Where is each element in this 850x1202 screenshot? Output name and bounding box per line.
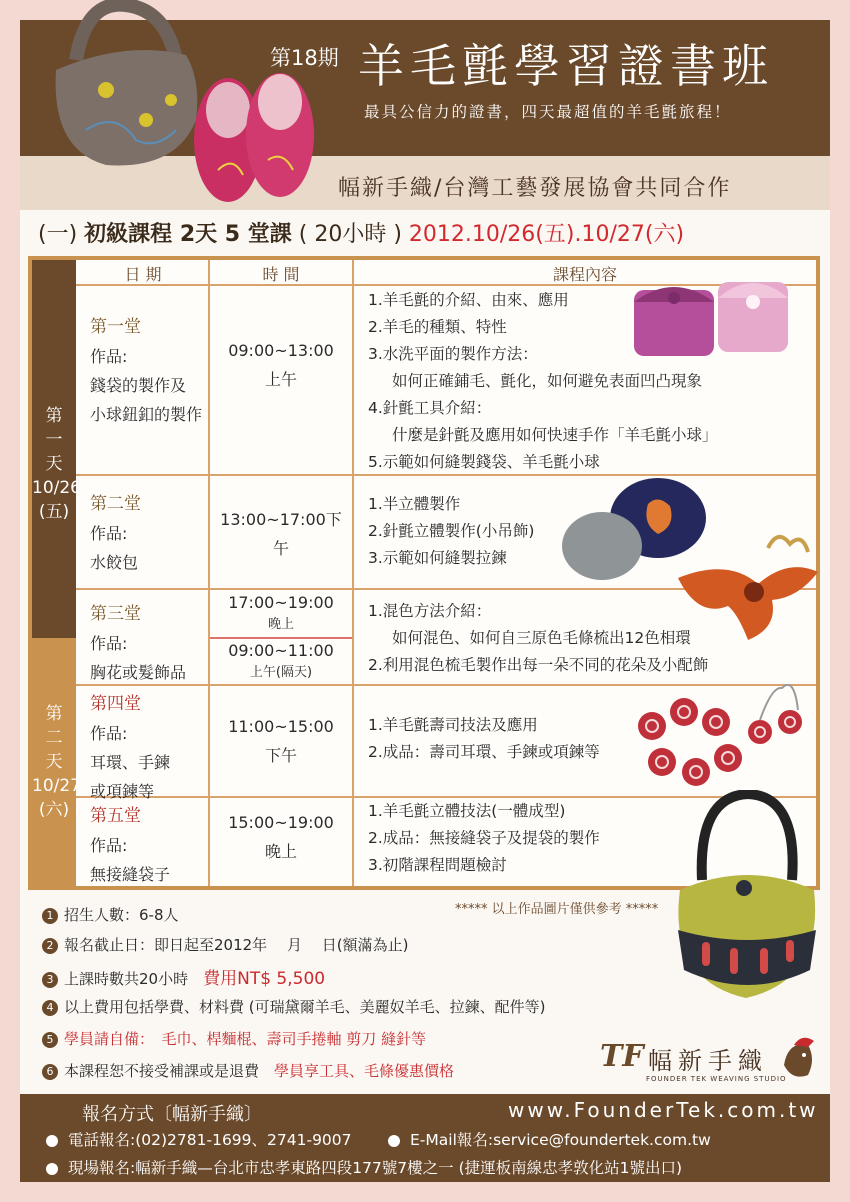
bird-icon xyxy=(778,1035,818,1085)
sushi-bracelet-image xyxy=(632,676,808,786)
time-period: 午 xyxy=(272,539,289,558)
time-range: 09:00~13:00 xyxy=(228,341,334,360)
time-range: 09:00~11:00 xyxy=(228,641,334,660)
content-line: 2.利用混色梳毛製作出每一朵不同的花朵及小配飾 xyxy=(368,656,709,674)
lesson-name: 第二堂 xyxy=(90,494,141,514)
content-line: 3.示範如何縫製拉鍊 xyxy=(368,549,507,567)
logo-subtitle: FOUNDER TEK WEAVING STUDIO xyxy=(646,1075,787,1083)
bullet-dot xyxy=(388,1135,400,1147)
lesson-one-info xyxy=(90,313,202,429)
time-period: 晚上 xyxy=(267,617,294,632)
lesson-name: 第五堂 xyxy=(90,806,141,826)
time-range: 13:00~17:00下 xyxy=(220,510,342,529)
info-item xyxy=(42,996,545,1017)
work-item: 無接縫袋子 xyxy=(90,865,171,884)
felt-flower-image xyxy=(668,528,832,648)
bullet-number: 2 xyxy=(42,938,58,954)
info-text: 報名截止日：即日起至2012年 月 日(額滿為止) xyxy=(64,936,409,954)
day-two-date: 10/27 xyxy=(32,776,81,796)
column-header-time: 時 間 xyxy=(262,265,300,284)
column-header-content: 課程內容 xyxy=(552,265,617,284)
email-link[interactable]: E-Mail報名:service@foundertek.com.tw xyxy=(410,1131,711,1149)
bullet-number: 6 xyxy=(42,1064,58,1080)
work-item: 或項鍊等 xyxy=(90,782,155,801)
content-line: 1.羊毛氈立體技法(一體成型) xyxy=(368,802,566,820)
lesson-name: 第一堂 xyxy=(90,317,141,337)
onsite-registration xyxy=(46,1156,682,1178)
info-text: 學員請自備： xyxy=(64,1030,147,1048)
content-line: 3.水洗平面的製作方法： xyxy=(368,345,538,363)
info-extra: 學員享工具、毛條優惠價格 xyxy=(274,1062,455,1080)
lesson-five-time xyxy=(210,808,352,866)
work-label: 作品: xyxy=(90,836,128,855)
day-two-char: 二 xyxy=(45,728,63,748)
day-one-label xyxy=(32,404,81,524)
content-line: 1.半立體製作 xyxy=(368,495,461,513)
course-date: 2012.10/26(五).10/27(六) xyxy=(408,222,685,247)
work-item: 錢袋的製作及 xyxy=(90,376,187,395)
course-level: 初級課程 2天 5 堂課 xyxy=(84,222,292,247)
partner-text: 幅新手織/台灣工藝發展協會共同合作 xyxy=(338,176,732,201)
info-item xyxy=(42,934,408,955)
bullet-number: 5 xyxy=(42,1032,58,1048)
content-line: 3.初階課程問題檢討 xyxy=(368,856,507,874)
founder-tek-logo xyxy=(600,1035,820,1095)
reference-note: ***** 以上作品圖片僅供參考 ***** xyxy=(455,902,659,917)
time-period: 下午 xyxy=(264,746,297,765)
day-one-column xyxy=(32,260,81,638)
info-extra: 毛巾、桿麵棍、壽司手捲軸 剪刀 縫針等 xyxy=(161,1030,427,1048)
course-label: (一) xyxy=(38,222,78,247)
time-range: 17:00~19:00 xyxy=(228,593,334,612)
day-two-char: 天 xyxy=(45,752,63,772)
bullet-number: 3 xyxy=(42,972,58,988)
info-item xyxy=(42,1060,454,1081)
lesson-three-time xyxy=(210,592,352,636)
phone-text: 電話報名:(02)2781-1699、2741-9007 xyxy=(68,1131,352,1149)
content-line: 如何混色、如何自三原色毛條梳出12色相環 xyxy=(392,629,691,647)
info-text: 本課程恕不接受補課或是退費 xyxy=(64,1062,260,1080)
column-divider xyxy=(352,260,354,886)
bullet-dot xyxy=(46,1135,58,1147)
lesson-two-time xyxy=(210,505,352,563)
work-label: 作品: xyxy=(90,634,128,653)
content-line: 4.針氈工具介紹： xyxy=(368,399,492,417)
content-line: 1.混色方法介紹： xyxy=(368,602,492,620)
lesson-three-time-next-day xyxy=(210,640,352,684)
page-title: 羊毛氈學習證書班 xyxy=(358,39,774,93)
lesson-four-content xyxy=(368,712,600,766)
day-one-char: 第 xyxy=(45,406,63,426)
lesson-three-content xyxy=(368,598,708,679)
lesson-four-time xyxy=(210,712,352,770)
day-two-weekday: (六) xyxy=(38,800,70,820)
work-item: 小球鈕釦的製作 xyxy=(90,405,203,424)
content-line: 2.羊毛的種類、特性 xyxy=(368,318,507,336)
lesson-one-time xyxy=(210,336,352,394)
info-text: 招生人數：6-8人 xyxy=(64,906,179,924)
logo-name: 幅新手織 xyxy=(648,1047,768,1075)
content-line: 1.羊毛氈的介紹、由來、應用 xyxy=(368,291,569,309)
logo-mark: TF xyxy=(600,1039,644,1074)
lesson-name: 第三堂 xyxy=(90,604,141,624)
website-link[interactable]: www.FounderTek.com.tw xyxy=(508,1098,819,1122)
lesson-two-content xyxy=(368,491,534,572)
info-text: 上課時數共20小時 xyxy=(64,970,189,988)
day-one-weekday: (五) xyxy=(38,502,70,522)
work-label: 作品: xyxy=(90,347,128,366)
bullet-number: 4 xyxy=(42,1000,58,1016)
info-item xyxy=(42,1028,426,1049)
content-line: 2.針氈立體製作(小吊飾) xyxy=(368,522,535,540)
bullet-number: 1 xyxy=(42,908,58,924)
content-line: 1.羊毛氈壽司技法及應用 xyxy=(368,716,538,734)
felt-handbag-image xyxy=(668,790,826,1002)
content-line: 2.成品：壽司耳環、手鍊或項鍊等 xyxy=(368,743,600,761)
info-item xyxy=(42,964,325,989)
lesson-name: 第四堂 xyxy=(90,694,141,714)
content-line: 2.成品：無接縫袋子及提袋的製作 xyxy=(368,829,600,847)
work-label: 作品: xyxy=(90,724,128,743)
day-one-date: 10/26 xyxy=(32,478,81,498)
lesson-five-info xyxy=(90,802,170,889)
lesson-three-info xyxy=(90,600,186,687)
time-period: 晚上 xyxy=(264,842,297,861)
time-range: 11:00~15:00 xyxy=(228,717,334,736)
time-split-divider xyxy=(210,637,352,639)
felt-bag-image xyxy=(46,0,206,170)
day-one-char: 天 xyxy=(45,454,63,474)
felt-slippers-image xyxy=(188,60,318,210)
work-item: 耳環、手鍊 xyxy=(90,753,171,772)
day-two-char: 第 xyxy=(45,704,63,724)
email-registration xyxy=(388,1128,711,1150)
day-two-column xyxy=(32,638,81,886)
lesson-two-info xyxy=(90,490,141,577)
column-header-date: 日 期 xyxy=(124,265,162,284)
work-label: 作品: xyxy=(90,524,128,543)
time-period: 上午(隔天) xyxy=(249,665,313,680)
info-text: 以上費用包括學費、材料費 (可瑞黛爾羊毛、美麗奴羊毛、拉鍊、配件等) xyxy=(64,998,546,1016)
content-line: 什麼是針氈及應用如何快速手作「羊毛氈小球」 xyxy=(392,426,718,444)
work-item: 水餃包 xyxy=(90,553,139,572)
coin-purse-image xyxy=(628,272,794,368)
registration-title: 報名方式〔幅新手織〕 xyxy=(82,1104,262,1125)
content-line: 如何正確鋪毛、氈化，如何避免表面凹凸現象 xyxy=(392,372,703,390)
issue-number: 第18期 xyxy=(270,46,339,70)
time-range: 15:00~19:00 xyxy=(228,813,334,832)
address-text: 現場報名:幅新手織—台北市忠孝東路四段177號7樓之一 (捷運板南線忠孝敦化站1號出口) xyxy=(68,1159,683,1177)
content-line: 5.示範如何縫製錢袋、羊毛氈小球 xyxy=(368,453,600,471)
work-item: 胸花或髮飾品 xyxy=(90,663,187,682)
lesson-five-content xyxy=(368,798,600,879)
time-period: 上午 xyxy=(264,370,297,389)
price-text: 費用NT$ 5,500 xyxy=(203,969,326,989)
course-hours: ( 20小時 ) xyxy=(298,222,402,247)
phone-registration xyxy=(46,1128,352,1150)
subtitle: 最具公信力的證書，四天最超值的羊毛氈旅程！ xyxy=(364,103,732,121)
bullet-dot xyxy=(46,1163,58,1175)
lesson-four-info xyxy=(90,690,170,806)
day-one-char: 一 xyxy=(45,430,63,450)
course-heading xyxy=(38,217,684,248)
info-item xyxy=(42,904,179,925)
day-two-label xyxy=(32,702,81,822)
